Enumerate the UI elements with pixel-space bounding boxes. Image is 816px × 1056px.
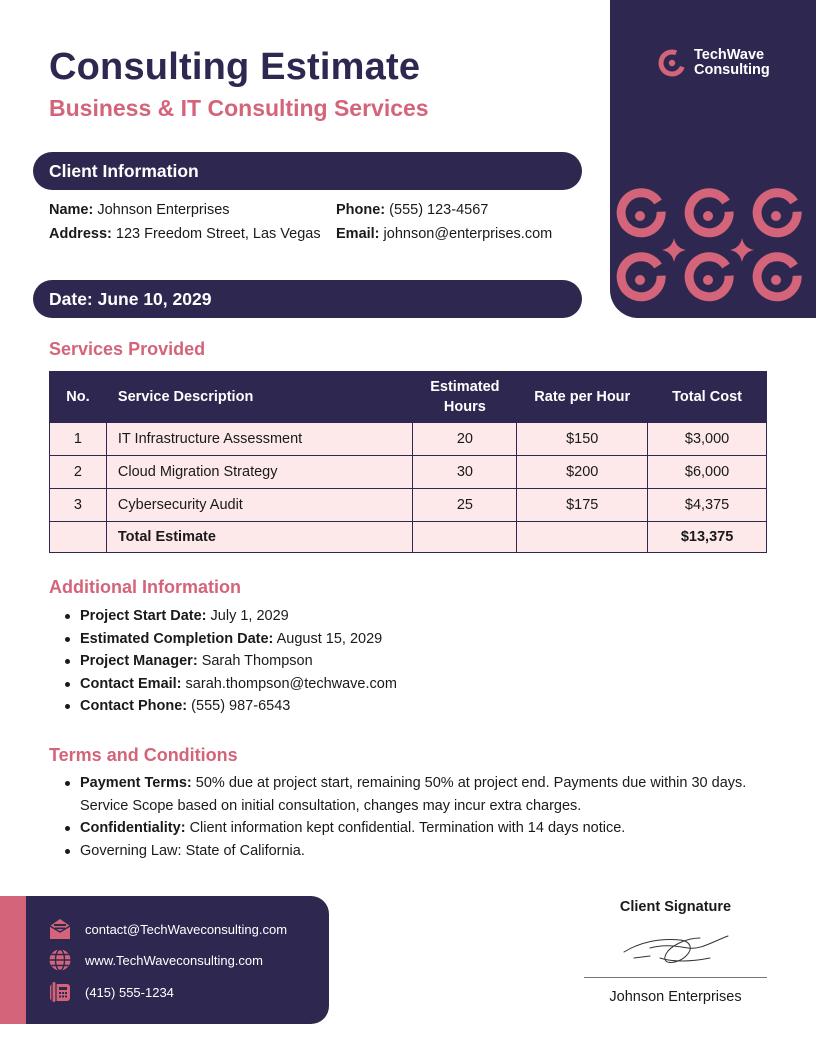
table-header-row: [50, 372, 767, 423]
header-no: No.: [50, 372, 107, 423]
header-total: Total Cost: [648, 372, 767, 423]
signature-name: Johnson Enterprises: [609, 989, 742, 1005]
decorative-pattern-icon: [616, 186, 814, 310]
contact-phone[interactable]: (415) 555-1234: [48, 980, 174, 1004]
brand-panel: [610, 0, 816, 318]
signature-title: Client Signature: [619, 899, 732, 915]
contact-email[interactable]: contact@TechWaveconsulting.com: [48, 917, 287, 941]
client-info-bar: Client Information: [33, 152, 582, 190]
page-title: Consulting Estimate: [49, 46, 421, 88]
services-heading: Services Provided: [49, 339, 206, 359]
logo-line-2: Consulting: [694, 62, 770, 78]
services-table: [49, 371, 767, 553]
signature-line: [584, 977, 767, 978]
terms-list: [80, 772, 780, 862]
logo-line-1: TechWave: [694, 47, 765, 63]
signature-image: [620, 928, 732, 972]
company-logo: [658, 48, 770, 78]
client-address: Address: 123 Freedom Street, Las Vegas: [49, 226, 321, 242]
additional-list: [80, 605, 397, 718]
list-item: Confidentiality: Client information kept confidential. Termination with 14 days notice.: [80, 817, 780, 840]
client-email: Email: johnson@enterprises.com: [336, 226, 553, 242]
header-rate: Rate per Hour: [517, 372, 648, 423]
client-phone: Phone: (555) 123-4567: [336, 202, 489, 218]
header-description: Service Description: [106, 372, 412, 423]
total-value: $13,375: [648, 522, 767, 553]
header-hours: Estimated Hours: [413, 372, 517, 423]
list-item: Contact Phone: (555) 987-6543: [80, 695, 397, 718]
page-subtitle: Business & IT Consulting Services: [49, 95, 429, 121]
list-item: Project Manager: Sarah Thompson: [80, 650, 397, 673]
total-label: Total Estimate: [106, 522, 412, 553]
terms-heading: Terms and Conditions: [49, 745, 238, 765]
phone-icon: [48, 980, 72, 1004]
contact-website[interactable]: www.TechWaveconsulting.com: [48, 948, 263, 972]
list-item: Payment Terms: 50% due at project start, remaining 50% at project end. Payments due within 30 days. Service Scope based on initial consultation, changes may incur extra charges.: [80, 772, 780, 817]
date-bar: Date: June 10, 2029: [33, 280, 582, 318]
list-item: Project Start Date: July 1, 2029: [80, 605, 397, 628]
mail-icon: [48, 917, 72, 941]
table-row: 3 Cybersecurity Audit 25 $175 $4,375: [50, 489, 767, 522]
list-item: Governing Law: State of California.: [80, 840, 780, 863]
logo-mark-icon: [658, 49, 686, 77]
client-name: Name: Johnson Enterprises: [49, 202, 230, 218]
globe-icon: [48, 948, 72, 972]
table-row: 1 IT Infrastructure Assessment 20 $150 $3,000: [50, 423, 767, 456]
list-item: Estimated Completion Date: August 15, 2029: [80, 628, 397, 651]
list-item: Contact Email: sarah.thompson@techwave.com: [80, 673, 397, 696]
table-row: 2 Cloud Migration Strategy 30 $200 $6,000: [50, 456, 767, 489]
footer-contact: [26, 896, 329, 1024]
additional-heading: Additional Information: [49, 577, 241, 597]
table-total-row: [50, 522, 767, 553]
